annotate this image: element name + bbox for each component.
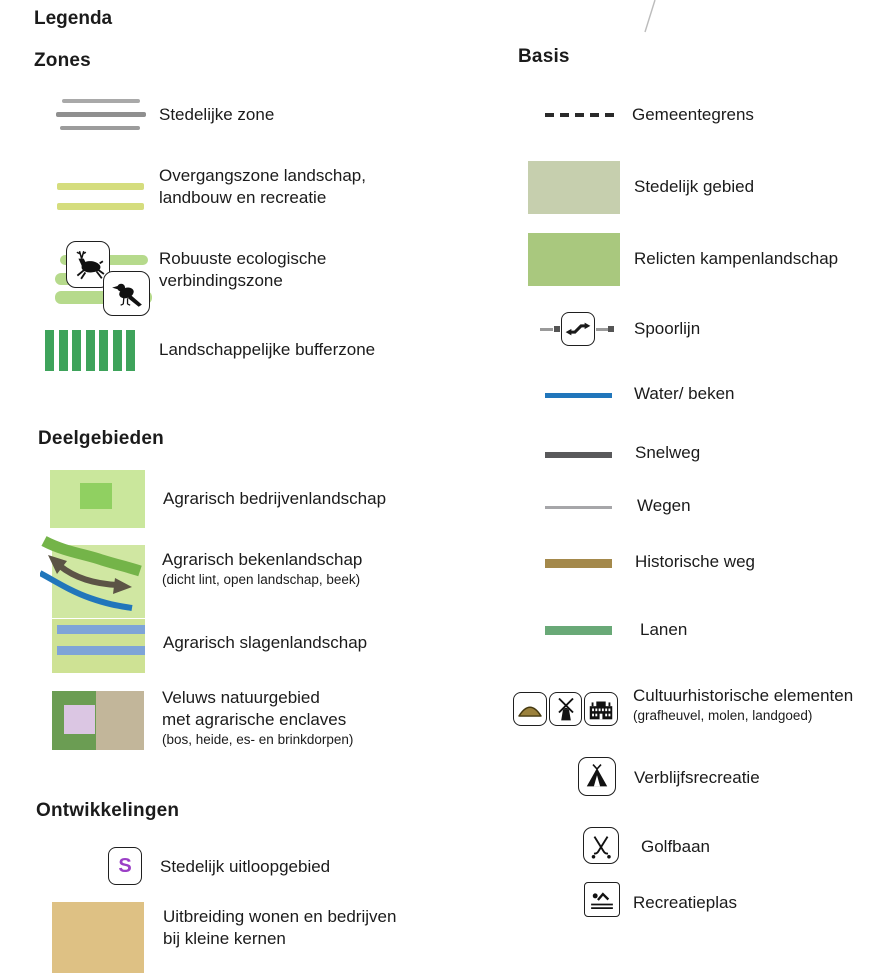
bufferzone-symbol — [45, 330, 135, 371]
yellowgreen-line — [57, 183, 144, 190]
map-edge-line — [638, 0, 660, 34]
swimmer-icon — [584, 882, 620, 917]
blue-bar — [57, 625, 145, 634]
windmill-icon — [549, 692, 582, 726]
water-label: Water/ beken — [634, 384, 735, 403]
bekenlandschap-symbol — [40, 536, 152, 622]
lanen-line — [545, 626, 612, 635]
ns-railway-logo-icon — [561, 312, 595, 346]
rail-line — [596, 328, 608, 331]
relicten-label: Relicten kampenlandschap — [634, 249, 839, 268]
gray-line — [60, 126, 140, 130]
bufferzone-label: Landschappelijke bufferzone — [159, 340, 376, 359]
wegen-line — [545, 506, 612, 509]
bird-icon — [103, 271, 150, 316]
s-letter: S — [118, 854, 132, 877]
gemeentegrens-symbol — [545, 113, 614, 117]
tan-swatch — [96, 691, 144, 750]
bekenlandschap-label: Agrarisch bekenlandschap — [162, 550, 363, 569]
recreatieplas-label: Recreatieplas — [633, 893, 737, 912]
rail-line — [540, 328, 553, 331]
spoorlijn-label: Spoorlijn — [634, 319, 701, 338]
uitbreiding-swatch — [52, 902, 144, 973]
veluws-sublabel: (bos, heide, es- en brinkdorpen) — [162, 732, 354, 747]
estate-house-icon — [584, 692, 618, 726]
cultuurhistorisch-sublabel: (grafheuvel, molen, landgoed) — [633, 708, 813, 723]
golfbaan-label: Golfbaan — [641, 837, 710, 856]
uitloopgebied-label: Stedelijk uitloopgebied — [160, 857, 331, 876]
ontwikkelingen-heading: Ontwikkelingen — [36, 800, 180, 821]
water-line — [545, 393, 612, 398]
robuuste-label: Robuuste ecologische verbindingszone — [159, 249, 327, 290]
stedelijk-gebied-swatch — [528, 161, 620, 214]
golf-clubs-icon — [583, 827, 619, 864]
deelgebieden-heading: Deelgebieden — [38, 428, 164, 449]
page-title: Legenda — [34, 8, 113, 29]
snelweg-label: Snelweg — [635, 443, 701, 462]
bekenlandschap-sublabel: (dicht lint, open landschap, beek) — [162, 572, 361, 587]
rail-tick — [554, 326, 560, 332]
basis-heading: Basis — [518, 46, 570, 67]
cultuurhistorisch-label: Cultuurhistorische elementen — [633, 686, 854, 705]
verblijfsrecreatie-label: Verblijfsrecreatie — [634, 768, 760, 787]
gemeentegrens-label: Gemeentegrens — [632, 105, 754, 124]
overgangszone-label: Overgangszone landschap, landbouw en recreatie — [159, 166, 366, 207]
blue-bar — [57, 646, 145, 655]
bedrijvenlandschap-label: Agrarisch bedrijvenlandschap — [163, 489, 387, 508]
zones-heading: Zones — [34, 50, 91, 71]
lilac-square — [64, 705, 95, 734]
slagenlandschap-label: Agrarisch slagenlandschap — [163, 633, 368, 652]
rail-tick — [608, 326, 614, 332]
historische-weg-line — [545, 559, 612, 568]
uitbreiding-label: Uitbreiding wonen en bedrijven bij kleine kernen — [163, 907, 397, 948]
historische-weg-label: Historische weg — [635, 552, 755, 571]
relicten-swatch — [528, 233, 620, 286]
gray-line — [56, 112, 146, 117]
wegen-label: Wegen — [637, 496, 691, 515]
stedelijk-gebied-label: Stedelijk gebied — [634, 177, 755, 196]
lanen-label: Lanen — [640, 620, 688, 639]
s-marker — [108, 847, 142, 885]
veluws-label: Veluws natuurgebied met agrarische enclaves — [162, 688, 347, 729]
snelweg-line — [545, 452, 612, 458]
tent-icon — [578, 757, 616, 796]
stedelijke-zone-label: Stedelijke zone — [159, 105, 275, 124]
gray-line — [62, 99, 140, 103]
green-inner-square — [80, 483, 112, 509]
burial-mound-icon — [513, 692, 547, 726]
yellowgreen-line — [57, 203, 144, 210]
